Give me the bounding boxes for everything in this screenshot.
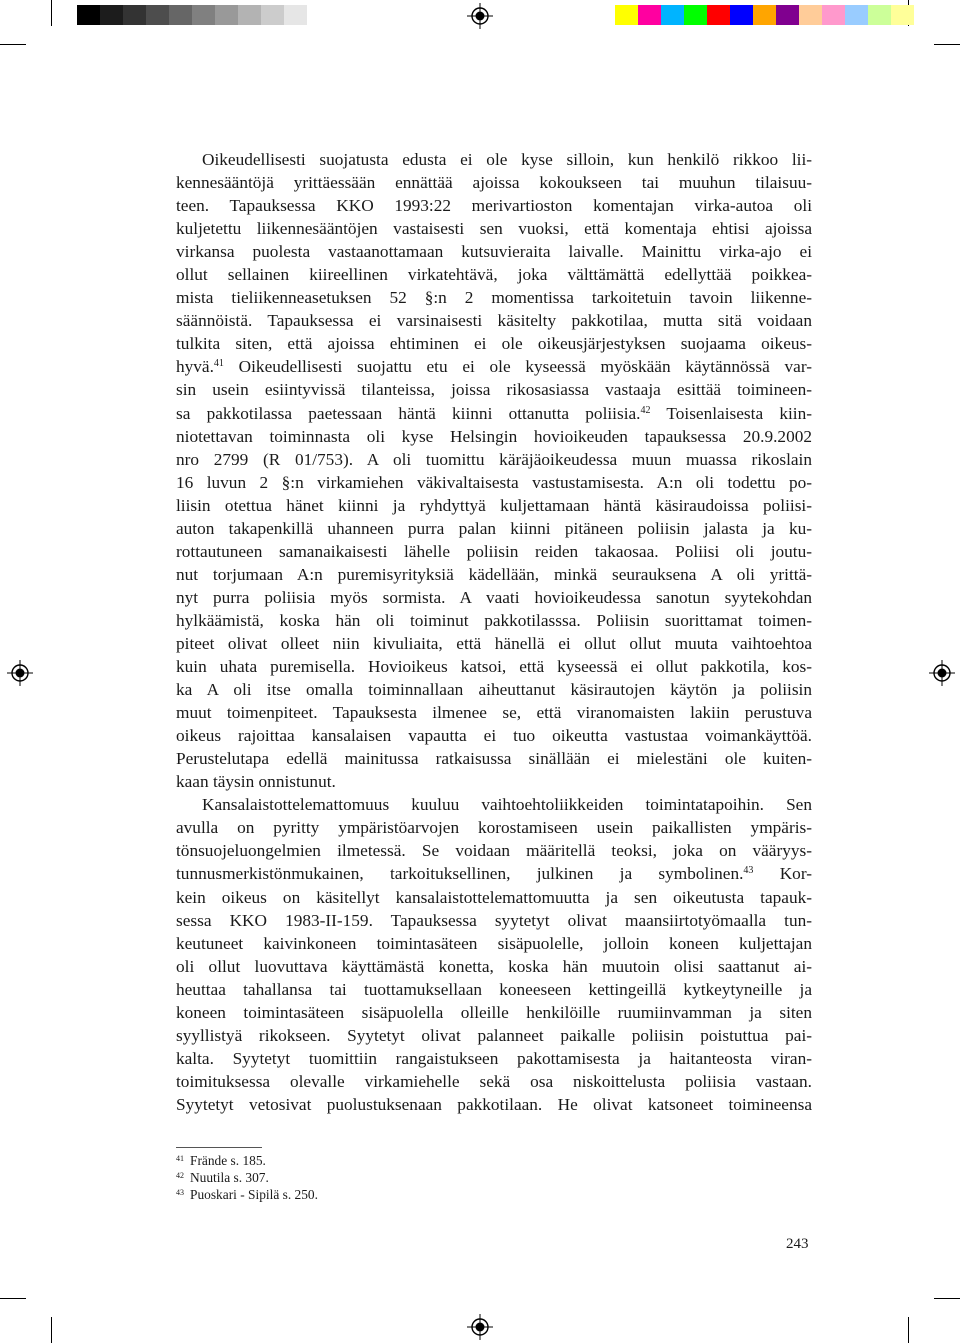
text-line [176,402,812,425]
text-line: oikeus rajoittaa kansalaisen vapautta ei tuo oikeutta vastustaa voimankäyttöä. [176,726,812,746]
text-line: mista tieliikenneasetuksen 52 §:n 2 momentissa tarkoitetuin tavoin liikenne- [176,288,812,308]
crop-mark-bottom-left-h [0,1298,26,1299]
text-line: nro 2799 (R 01/753). A oli tuomittu käräjäoikeudessa muun muassa rikoslain [176,449,812,469]
footnote-ref: 43 [743,865,754,877]
gray-swatch [261,5,284,25]
text-line: heuttaa tahallansa tai tuottamuksellaan koneeseen kettingeillä kytkeytyneille ja [176,979,812,999]
text-segment: hyvä. [176,357,214,377]
grayscale-color-bar [77,5,307,25]
text-line: kaan täysin onnistunut. [176,772,336,792]
text-segment: sa pakkotilassa paetessaan häntä kiinni ottanutta poliisia. [176,403,641,423]
color-swatch [822,5,845,25]
text-line: kein oikeus on käsitellyt kansalaistottelemattomuutta ja sen oikeutusta tapauk- [176,887,812,907]
color-swatch [891,5,914,25]
text-line: syyllistyä rikokseen. Syytetyt olivat palanneet paikalle poliisin poistuttua pai- [176,1025,812,1045]
text-line: Oikeudellisesti suojatusta edusta ei ole kyse silloin, kun henkilö rikkoo lii- [202,150,812,169]
footnote-text: Puoskari - Sipilä s. 250. [190,1187,318,1202]
text-line: tönsuojeluongelmien ilmetessä. Se voidaan määritellä teoksi, joka on vääryys- [176,841,812,861]
text-line: koneen toimintasäteen sisäpuolella olleille henkilöille ruumiinvamman ja siten [176,1002,812,1022]
text-line [176,355,812,378]
footnote-number: 41 [176,1154,184,1163]
text-line: Kansalaistottelemattomuus kuuluu vaihtoehtoliikkeiden toimintatapoihin. Sen [202,795,812,815]
text-line: kennesääntöjä yrittäessään ennättää ajoissa kokoukseen tai muuhun tilaisuu- [176,173,812,193]
footnote-number: 42 [176,1171,184,1180]
text-line [176,862,812,885]
color-swatch [661,5,684,25]
text-segment: Toisenlaisesta kiin- [650,403,812,423]
color-swatch [776,5,799,25]
text-line: hylkäämistä, koska hän oli toiminut pakkotilasssa. Poliisin suorittamat toimen- [176,610,812,630]
text-line: säännöistä. Tapauksessa ei varsinaisesti käsitelty pakkotilaa, mutta sitä voidaan [176,311,812,331]
text-line: toimituksessa olevalle virkamiehelle sekä osa niskoittelusta poliisia vastaan. [176,1071,812,1091]
text-line: nut torjumaan A:n puremisyrityksiä kädellään, minkä seurauksena A oli yrittä- [176,564,812,584]
text-line: auton takapenkillä uhanneen purra palan kiinni pitäneen poliisin jalasta ja ku- [176,518,812,538]
text-line: rottautuneen samanaikaisesti lähelle poliisin reiden takaosaa. Poliisi oli joutu- [176,541,812,561]
footnote-text: Frände s. 185. [190,1153,266,1168]
color-swatch [684,5,707,25]
text-line: niotettavan toiminnasta oli kyse Helsingin hovioikeuden tapauksessa 20.9.2002 [176,426,812,446]
text-line: virkansa puolesta vastaanottamaan kutsuvieraita laivalle. Mainittu virka-ajo ei [176,242,812,262]
text-line: tulkita siten, että ajoissa ehtiminen ei ole oikeusjärjestyksen suojaama oikeus- [176,334,812,354]
gray-swatch [100,5,123,25]
body-text [176,148,812,1116]
text-segment: tunnusmerkistönmukainen, tarkoituksellinen, julkinen ja symbolinen. [176,864,744,884]
text-line: kuin uhata puremisella. Hovioikeus katsoi, että kyseessä ei ollut pakkotila, kos- [176,657,812,677]
color-swatch [638,5,661,25]
footnote-ref: 42 [640,404,651,416]
footnote-divider [176,1147,262,1148]
crop-mark-bottom-right-v [908,1317,909,1343]
gray-swatch [215,5,238,25]
gray-swatch [77,5,100,25]
text-line: nyt purra poliisia myös sormista. A vaati hovioikeudessa sanotun syytekohdan [176,587,812,607]
text-line: sessa KKO 1983-II-159. Tapauksessa syytetyt olivat maansiirtotyömaalla tun- [176,910,812,930]
gray-swatch [169,5,192,25]
footnote-text: Nuutila s. 307. [190,1170,269,1185]
color-swatch [707,5,730,25]
registration-mark-top-icon [467,3,493,29]
text-line: teen. Tapauksessa KKO 1993:22 merivartioston komentajan virka-autoa oli [176,196,812,216]
color-swatch [730,5,753,25]
text-line: ollut sellainen kiireellinen virkatehtävä, joka välttämättä edellyttää poikkea- [176,265,812,285]
crop-mark-top-left-h [0,44,26,45]
registration-mark-left-icon [7,660,33,686]
text-line: sin usein esiintyvissä tilanteissa, joissa rikosasiassa vastaaja esittää toimineen- [176,380,812,400]
text-line: ka A oli itse omalla toiminnallaan aiheuttanut käsirautojen käytön ja poliisin [176,680,812,700]
text-line: 16 luvun 2 §:n virkamiehen väkivaltaisesta vastustamisesta. A:n oli todettu po- [176,472,812,492]
text-line: muut toimenpiteet. Tapauksesta ilmenee se, että viranomaisten lakiin perustuva [176,703,812,723]
text-line: avulla on pyritty ympäristöarvojen korostamiseen usein paikallisten ympäris- [176,818,812,838]
text-line: Syytetyt vetosivat puolustuksenaan pakkotilaan. He olivat katsoneet toimineensa [176,1094,812,1114]
crop-mark-bottom-right-h [934,1298,960,1299]
footnote [176,1186,576,1203]
text-segment: Kor- [753,864,812,884]
gray-swatch [123,5,146,25]
gray-swatch [284,5,307,25]
text-line: kalta. Syytetyt tuomittiin rangaistukseen pakottamisesta ja haitanteosta viran- [176,1048,812,1068]
text-segment: Oikeudellisesti suojattu etu ei ole kyseessä myöskään käytännössä var- [223,357,812,377]
gray-swatch [146,5,169,25]
text-line: liisin otettua hänet kiinni ja ryhdyttyä kuljettamaan häntä käsiraudoissa poliisi- [176,495,812,515]
footnote [176,1169,576,1186]
crop-mark-top-left-v [51,0,52,26]
process-color-bar [615,5,914,25]
color-swatch [615,5,638,25]
gray-swatch [238,5,261,25]
text-line: keutuneet kaivinkoneen toimintasäteen sisäpuolelle, jolloin koneen kuljettajan [176,933,812,953]
color-swatch [799,5,822,25]
crop-mark-bottom-left-v [51,1317,52,1343]
text-line: Perustelutapa edellä mainitussa ratkaisussa sinällään ei mielestäni ole kuiten- [176,749,812,769]
text-line: piteet olivat olleet niin kivuliaita, että hänellä ei ollut ollut muuta vaihtoehtoa [176,633,812,653]
text-line: kuljetettu liikennesääntöjen vastaisesti sen vuoksi, että komentaja ehtisi ajoissa [176,219,812,239]
footnotes [176,1152,576,1203]
gray-swatch [192,5,215,25]
registration-mark-right-icon [929,660,955,686]
page-number: 243 [786,1236,809,1252]
text-line: oli ollut luovuttava käyttämästä konetta, koska hän muutoin olisi saattanut ai- [176,956,812,976]
footnote-number: 43 [176,1188,184,1197]
color-swatch [868,5,891,25]
footnote-ref: 41 [213,358,224,370]
color-swatch [845,5,868,25]
crop-mark-top-right-h [934,44,960,45]
footnote [176,1152,576,1169]
registration-mark-bottom-icon [467,1314,493,1340]
color-swatch [753,5,776,25]
